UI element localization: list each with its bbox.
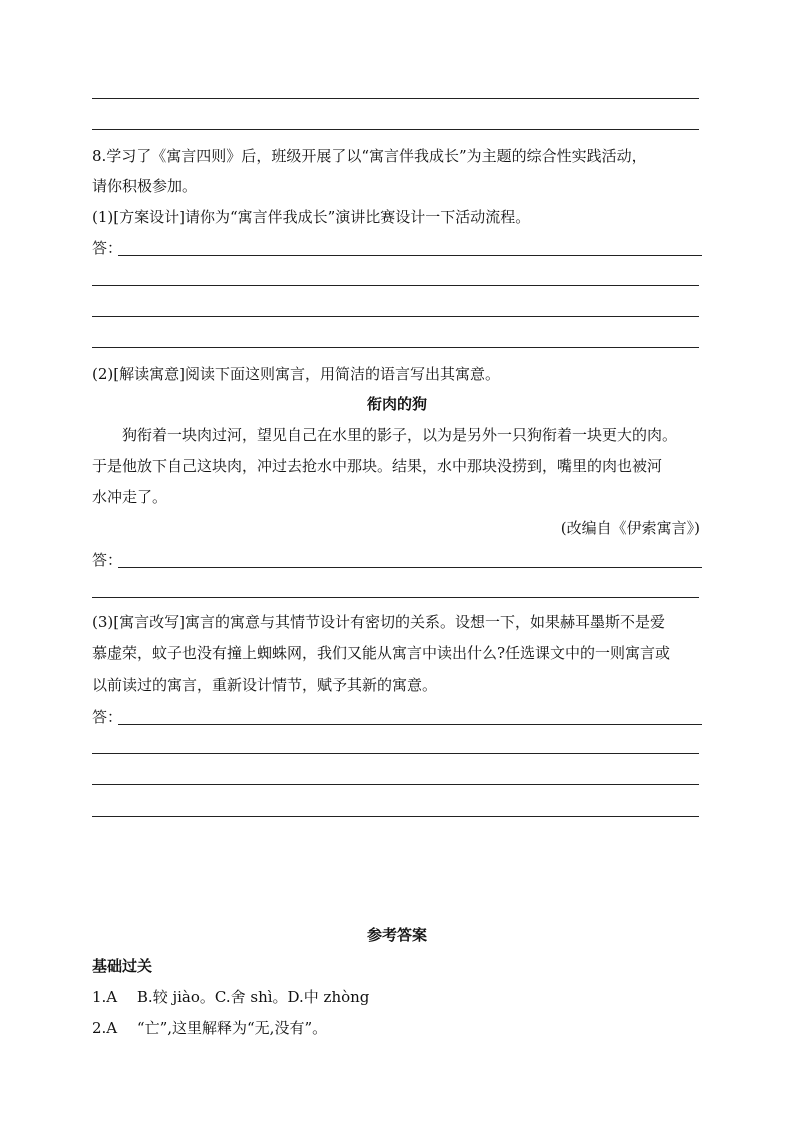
- answer-line: [92, 753, 699, 754]
- fable-title: 衔肉的狗: [366, 395, 427, 413]
- answer-label: 答：: [92, 551, 123, 569]
- question-8-part-3-cont: 慕虚荣，蚊子也没有撞上蜘蛛网，我们又能从寓言中读出什么?任选课文中的一则寓言或: [92, 644, 671, 662]
- answer-line: [118, 724, 702, 725]
- answers-heading: 参考答案: [366, 926, 427, 944]
- question-8-part-2: (2)[解读寓意]阅读下面这则寓言，用简洁的语言写出其寓意。: [92, 365, 500, 383]
- answer-label: 答：: [92, 239, 123, 257]
- answer-line: [92, 347, 699, 348]
- answer-line: [92, 816, 699, 817]
- question-8-stem-cont: 请你积极参加。: [92, 177, 198, 195]
- answers-section-title: 基础过关: [92, 957, 153, 975]
- fable-text: 狗衔着一块肉过河，望见自己在水里的影子，以为是另外一只狗衔着一块更大的肉。: [122, 426, 678, 444]
- answer-field[interactable]: [92, 707, 702, 729]
- answer-line: [92, 316, 699, 317]
- question-8-part-1: (1)[方案设计]请你为“寓言伴我成长”演讲比赛设计一下活动流程。: [92, 208, 531, 226]
- answer-item-2: 2.A “亡”,这里解释为“无,没有”。: [92, 1019, 328, 1037]
- answer-line: [92, 784, 699, 785]
- answer-line: [92, 597, 699, 598]
- answer-line: [118, 255, 702, 256]
- answer-line: [92, 98, 699, 99]
- answer-item-1: 1.A B.较 jiào。C.舍 shì。D.中 zhòng: [92, 988, 370, 1006]
- fable-source: (改编自《伊索寓言》): [560, 519, 700, 537]
- answer-field[interactable]: [92, 550, 702, 572]
- answer-label: 答：: [92, 708, 123, 726]
- answer-line: [92, 129, 699, 130]
- answer-line: [92, 285, 699, 286]
- answer-line: [118, 567, 702, 568]
- answer-field[interactable]: [92, 238, 702, 260]
- question-8-part-3: (3)[寓言改写]寓言的寓意与其情节设计有密切的关系。设想一下，如果赫耳墨斯不是爱: [92, 613, 665, 631]
- question-8-part-3-cont: 以前读过的寓言，重新设计情节，赋予其新的寓意。: [92, 676, 438, 694]
- fable-text: 于是他放下自己这块肉，冲过去抢水中那块。结果，水中那块没捞到，嘴里的肉也被河: [92, 457, 663, 475]
- fable-text: 水冲走了。: [92, 488, 168, 506]
- question-8-stem: 8.学习了《寓言四则》后，班级开展了以“寓言伴我成长”为主题的综合性实践活动，: [92, 147, 647, 165]
